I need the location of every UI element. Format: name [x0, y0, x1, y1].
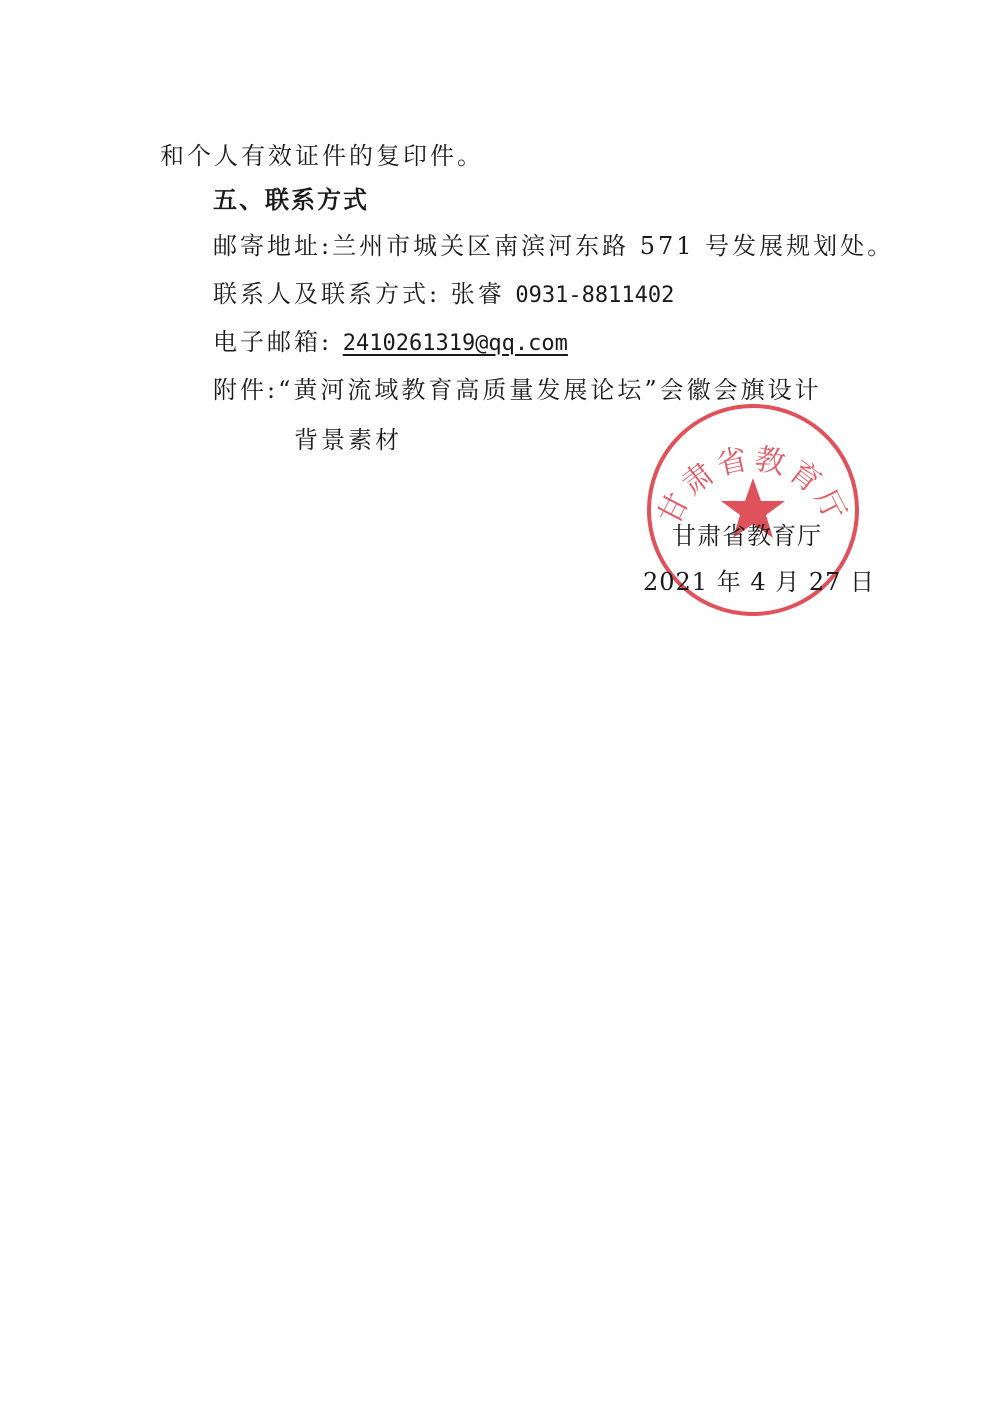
email-label: 电子邮箱: — [213, 328, 333, 356]
continuation-text: 和个人有效证件的复印件。 — [160, 142, 484, 170]
attachment-title-continued: 背景素材 — [294, 426, 402, 454]
seal-arc-text: 甘肃省教育厅 — [651, 441, 855, 531]
contact-phone: 0931-8811402 — [515, 283, 675, 308]
signature-organization: 甘肃省教育厅 — [672, 522, 822, 550]
contact-label: 联系人及联系方式: — [213, 280, 441, 308]
attachment-title: “黄河流域教育高质量发展论坛”会徽会旗设计 — [278, 376, 822, 404]
address-line — [213, 230, 894, 262]
address-value: 兰州市城关区南滨河东路 571 号发展规划处。 — [332, 232, 895, 260]
email-line — [213, 326, 568, 360]
email-link[interactable]: 2410261319@qq.com — [342, 331, 568, 356]
attachment-label: 附件: — [213, 376, 279, 404]
contact-name: 张睿 — [450, 280, 505, 308]
contact-line — [213, 278, 674, 312]
signature-date: 2021 年 4 月 27 日 — [643, 568, 876, 596]
address-label: 邮寄地址: — [213, 232, 333, 260]
section-heading: 五、联系方式 — [213, 186, 369, 214]
